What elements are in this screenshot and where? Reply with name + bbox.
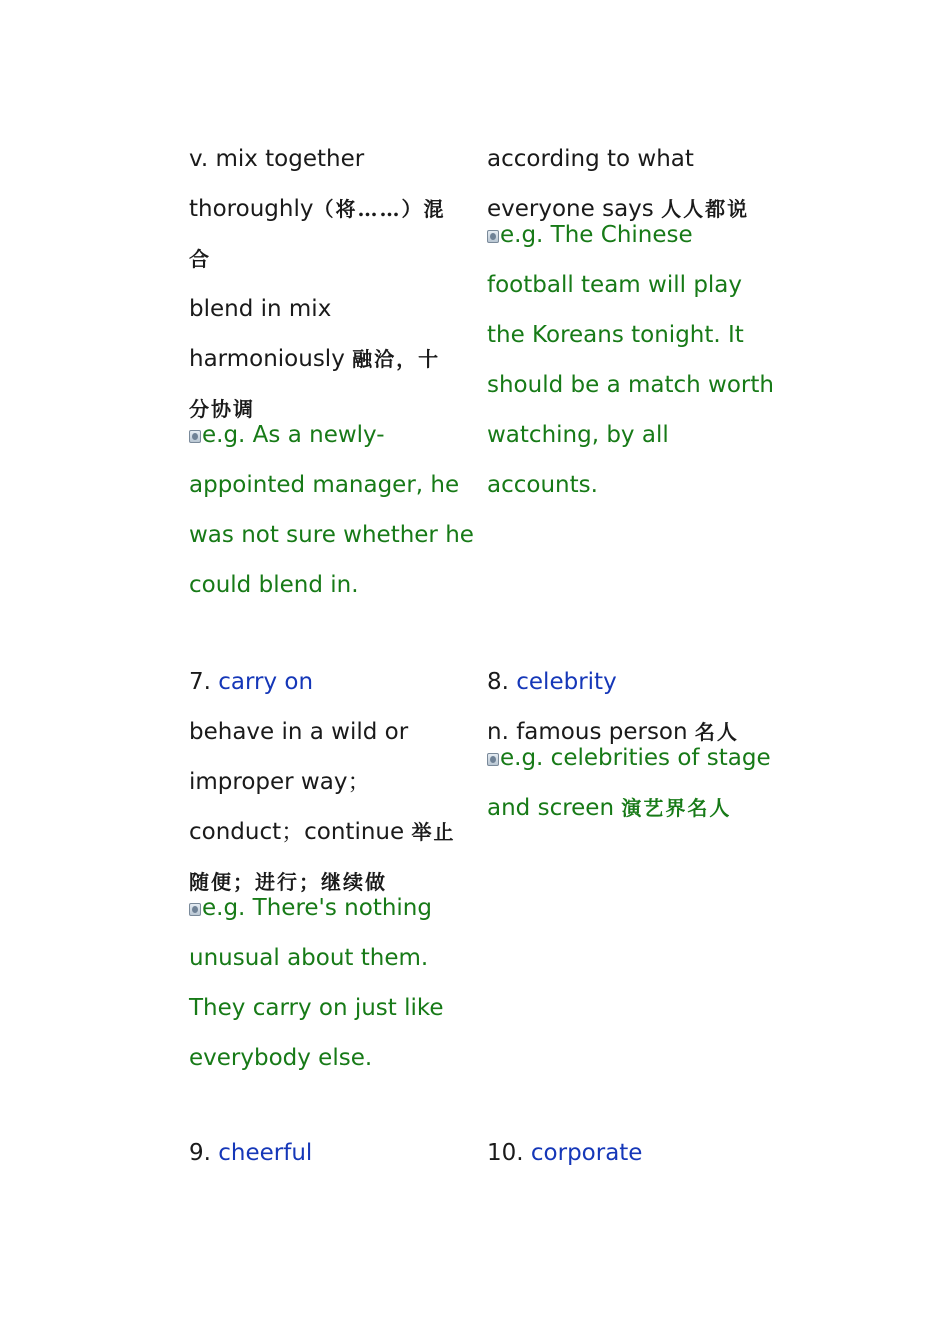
entry-number: 7. (189, 669, 211, 695)
entry-number: 8. (487, 669, 509, 695)
entry-heading (487, 1128, 777, 1178)
chinese-translation: 分协调 (189, 397, 255, 421)
chinese-translation: （将……）混 (313, 197, 446, 221)
example-icon (189, 903, 201, 916)
example-line: everybody else. (189, 1045, 373, 1071)
chinese-translation: 名人 (694, 720, 739, 744)
entry-heading (189, 657, 465, 707)
entry-blend (189, 134, 474, 610)
entry-number: 10. (487, 1140, 524, 1166)
chinese-translation: 融洽，十 (352, 347, 441, 371)
entry-corporate (487, 1128, 777, 1178)
example-line: watching, by all (487, 422, 669, 448)
definition-line: everyone says 人人都说 (487, 196, 750, 222)
example-line: and screen 演艺界名人 (487, 795, 732, 821)
example-line: appointed manager, he (189, 472, 460, 498)
definition-line: blend in mix (189, 296, 332, 322)
definition-line: improper way； (189, 769, 371, 795)
definition-line: harmoniously 融洽，十 (189, 346, 441, 372)
entry-heading (487, 657, 777, 707)
entry-cheerful (189, 1128, 465, 1178)
definition-line: n. famous person 名人 (487, 719, 739, 745)
example-line: e.g. The Chinese (487, 222, 777, 248)
entry-by-all-accounts (487, 134, 777, 510)
example-line: could blend in. (189, 572, 359, 598)
entry-number: 9. (189, 1140, 211, 1166)
example-line: unusual about them. (189, 945, 429, 971)
example-icon (487, 230, 499, 243)
chinese-translation: 随便；进行；继续做 (189, 870, 387, 894)
entry-celebrity (487, 657, 777, 833)
example-line: e.g. celebrities of stage (487, 745, 777, 771)
entry-heading (189, 1128, 465, 1178)
headword: celebrity (516, 669, 617, 695)
chinese-translation: 举止 (411, 820, 456, 844)
chinese-translation: 合 (189, 247, 211, 271)
example-line: the Koreans tonight. It (487, 322, 744, 348)
example-line: should be a match worth (487, 372, 774, 398)
definition-line: conduct；continue 举止 (189, 819, 456, 845)
headword: corporate (530, 1140, 643, 1166)
definition-line: v. mix together (189, 146, 365, 172)
example-line: was not sure whether he (189, 522, 474, 548)
headword: carry on (218, 669, 314, 695)
definition-line: according to what (487, 146, 694, 172)
example-line: football team will play (487, 272, 743, 298)
entry-carry-on (189, 657, 465, 1083)
example-icon (487, 753, 499, 766)
definition-line: thoroughly（将……）混 (189, 196, 446, 222)
example-line: e.g. As a newly- (189, 422, 465, 448)
chinese-translation: 人人都说 (661, 197, 750, 221)
headword: cheerful (218, 1140, 313, 1166)
example-line: They carry on just like (189, 995, 444, 1021)
chinese-translation: 演艺界名人 (621, 796, 732, 820)
example-icon (189, 430, 201, 443)
example-line: accounts. (487, 472, 598, 498)
example-line: e.g. There's nothing (189, 895, 465, 921)
definition-line: behave in a wild or (189, 719, 409, 745)
